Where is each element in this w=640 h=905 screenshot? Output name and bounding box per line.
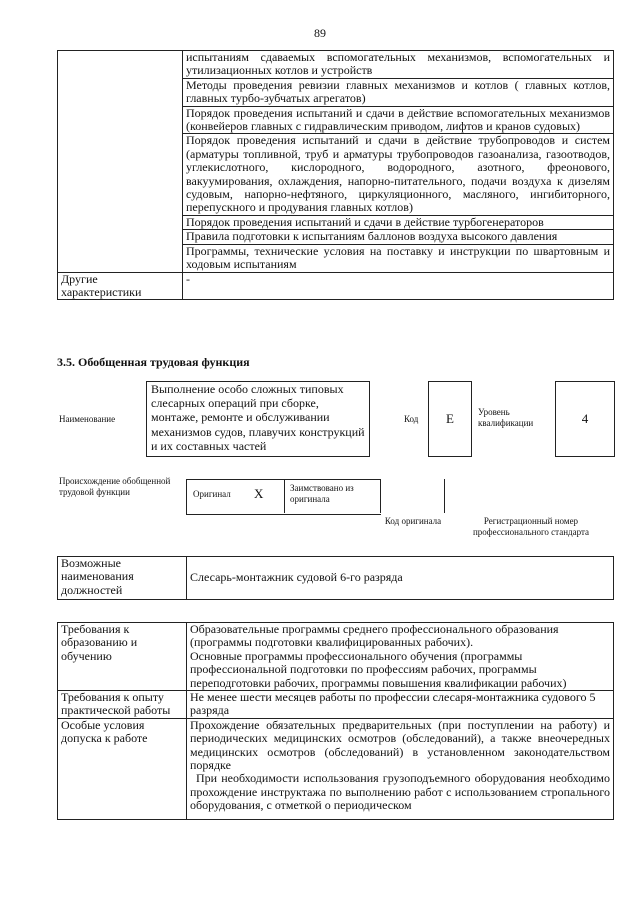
divider — [380, 479, 381, 513]
requirements-table — [57, 622, 614, 820]
table-row — [58, 623, 614, 691]
reg-number-caption: Регистрационный номер профессионального стандарта — [472, 516, 590, 537]
code-original-caption: Код оригинала — [384, 516, 442, 526]
admission-label: Особые условия допуска к работе — [58, 718, 187, 819]
divider — [284, 479, 285, 513]
divider — [444, 479, 445, 513]
table-row — [58, 51, 614, 79]
other-characteristics-value: - — [183, 272, 614, 300]
name-label: Наименование — [59, 414, 116, 424]
table-cell: Порядок проведения испытаний и сдачи в действие вспомогательных механизмов (конвейеров главных с гидравлическим приводом, лифтов и кранов судовых) — [183, 106, 614, 134]
empty-label-cell — [58, 51, 183, 273]
function-name-box: Выполнение особо сложных типовых слесарных операций при сборке, монтаже, ремонте и обслуживании механизмов судов, плавучих конструкций и их составных частей — [146, 381, 370, 457]
positions-table — [57, 556, 614, 600]
admission-line: При необходимости использования грузоподъемного оборудования необходимо прохождение инструктажа по выполнению работ с использованием стропального оборудования, с отметкой о периодическом — [190, 771, 610, 813]
page-number: 89 — [314, 26, 326, 40]
original-mark: Х — [254, 486, 264, 501]
origin-label: Происхождение обобщенной трудовой функции — [59, 476, 171, 497]
table-cell: испытаниям сдаваемых вспомогательных механизмов, вспомогательных и утилизационных котлов и устройств — [183, 51, 614, 79]
experience-label: Требования к опыту практической работы — [58, 691, 187, 719]
positions-value: Слесарь-монтажник судовой 6-го разряда — [187, 557, 614, 600]
level-label: Уровень квалификации — [478, 407, 534, 428]
table-row — [58, 718, 614, 819]
code-label: Код — [404, 414, 419, 424]
education-line: Образовательные программы среднего профессионального образования (программы подготовки квалифицированных рабочих). — [190, 622, 559, 650]
level-value-box: 4 — [555, 381, 615, 457]
table-cell: Методы проведения ревизии главных механизмов и котлов ( главных котлов, главных турбо-зубчатых агрегатов) — [183, 78, 614, 106]
table-cell: Программы, технические условия на поставку и инструкции по швартовным и ходовым испытаниям — [183, 244, 614, 272]
table-row — [58, 557, 614, 600]
section-title: 3.5. Обобщенная трудовая функция — [57, 355, 250, 369]
knowledge-table — [57, 50, 614, 300]
education-label: Требования к образованию и обучению — [58, 623, 187, 691]
original-label: Оригинал — [193, 489, 231, 499]
table-row — [58, 272, 614, 300]
table-cell: Порядок проведения испытаний и сдачи в действие трубопроводов и систем (арматуры топливной, труб и арматуры трубопроводов газоанализа, газоотводов, углекислотного, кислородного, водородного, азотного, фреонового, вакуумирования, охлаждения, напорно-питательного, подачи воздуха к дизелям судовым, напорно-нефтяного, циркуляционного, масляного, ингибиторного, перепускного и продувания главных котлов) — [183, 134, 614, 215]
admission-line: Прохождение обязательных предварительных (при поступлении на работу) и периодических медицинских осмотров (обследований), а также внеочередных медицинских осмотров (обследований) в установленном законодательством порядке — [190, 717, 610, 773]
other-characteristics-label: Другие характеристики — [58, 272, 183, 300]
education-value — [187, 623, 614, 691]
positions-label: Возможные наименования должностей — [58, 557, 187, 600]
education-line: Основные программы профессионального обучения (программы профессиональной подготовки по профессиям рабочих, программы переподготовки рабочих, программы повышения квалификации рабочих) — [190, 648, 567, 690]
table-cell: Порядок проведения испытаний и сдачи в действие турбогенераторов — [183, 215, 614, 229]
experience-value: Не менее шести месяцев работы по профессии слесаря-монтажника судового 5 разряда — [187, 691, 614, 719]
code-value-box: Е — [428, 381, 472, 457]
admission-value — [187, 718, 614, 819]
table-row — [58, 691, 614, 719]
borrowed-label: Заимствовано из оригинала — [290, 483, 354, 504]
table-cell: Правила подготовки к испытаниям баллонов воздуха высокого давления — [183, 230, 614, 244]
